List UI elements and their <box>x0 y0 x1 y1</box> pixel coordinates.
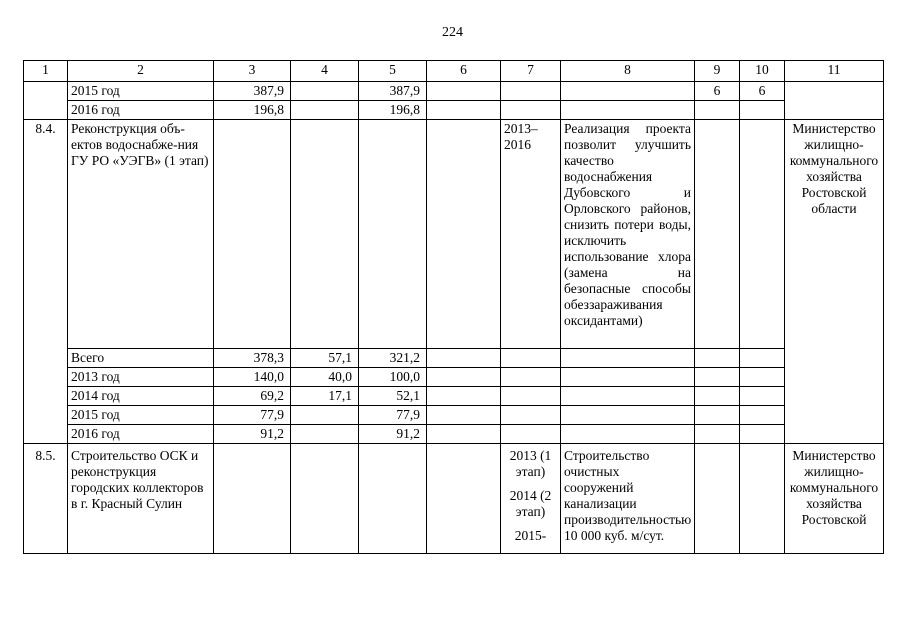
item-period: 2013–2016 <box>501 120 561 349</box>
empty-cell <box>501 425 561 444</box>
empty-cell <box>561 425 695 444</box>
year-label: Всего <box>68 349 214 368</box>
col-header: 3 <box>214 61 291 82</box>
item-result: Реализация проекта позволит улучшить качество водоснабжения Дубовского и Орловского районов, снизить потери воды, исключить использование хлора (замена на безопасные способы обеззараживания оксидантами) <box>561 120 695 349</box>
empty-cell <box>501 101 561 120</box>
empty-cell <box>427 349 501 368</box>
item-title: Реконструкция объ-ектов водоснабже-ния ГУ РО «УЭГВ» (1 этап) <box>68 120 214 349</box>
value-cell: 321,2 <box>359 349 427 368</box>
empty-cell <box>695 425 740 444</box>
value-cell: 100,0 <box>359 368 427 387</box>
empty-cell <box>24 82 68 120</box>
empty-cell <box>427 82 501 101</box>
table-row <box>24 425 884 444</box>
empty-cell <box>427 368 501 387</box>
item-period: 2013 (1 этап) <box>509 448 552 479</box>
col-header: 9 <box>695 61 740 82</box>
empty-cell <box>695 349 740 368</box>
col-header: 2 <box>68 61 214 82</box>
value-cell: 57,1 <box>291 349 359 368</box>
empty-cell <box>214 444 291 554</box>
value-cell <box>291 425 359 444</box>
empty-cell <box>359 444 427 554</box>
value-cell: 77,9 <box>214 406 291 425</box>
value-cell: 6 <box>695 82 740 101</box>
empty-cell <box>740 406 785 425</box>
header-row <box>24 61 884 82</box>
empty-cell <box>740 444 785 554</box>
empty-cell <box>359 120 427 349</box>
table-row <box>24 101 884 120</box>
empty-cell <box>785 82 884 120</box>
page-number: 224 <box>442 25 463 40</box>
program-table <box>23 60 884 554</box>
col-header: 8 <box>561 61 695 82</box>
empty-cell <box>427 120 501 349</box>
empty-cell <box>291 120 359 349</box>
year-label: 2015 год <box>68 82 214 101</box>
value-cell <box>291 406 359 425</box>
year-label: 2016 год <box>68 425 214 444</box>
item-result: Строительство очистных сооружений канализации производительностью 10 000 куб. м/сут. <box>561 444 695 554</box>
col-header: 4 <box>291 61 359 82</box>
empty-cell <box>695 368 740 387</box>
item-responsible: Министерство жилищно-коммунального хозяйства Ростовской <box>785 444 884 554</box>
value-cell: 40,0 <box>291 368 359 387</box>
empty-cell <box>427 406 501 425</box>
item-responsible: Министерство жилищно-коммунального хозяйства Ростовской области <box>785 120 884 444</box>
empty-cell <box>740 368 785 387</box>
table-row <box>24 387 884 406</box>
col-header: 1 <box>24 61 68 82</box>
empty-cell <box>561 101 695 120</box>
table-row <box>24 406 884 425</box>
value-cell: 91,2 <box>214 425 291 444</box>
value-cell <box>740 101 785 120</box>
empty-cell <box>501 349 561 368</box>
col-header: 5 <box>359 61 427 82</box>
empty-cell <box>695 406 740 425</box>
table-row <box>24 368 884 387</box>
value-cell: 77,9 <box>359 406 427 425</box>
empty-cell <box>561 406 695 425</box>
table-row <box>24 444 884 554</box>
empty-cell <box>501 368 561 387</box>
value-cell: 378,3 <box>214 349 291 368</box>
empty-cell <box>695 444 740 554</box>
item-period: 2015- <box>514 528 547 543</box>
col-header: 10 <box>740 61 785 82</box>
year-label: 2016 год <box>68 101 214 120</box>
value-cell: 69,2 <box>214 387 291 406</box>
value-cell: 196,8 <box>214 101 291 120</box>
empty-cell <box>427 101 501 120</box>
value-cell: 387,9 <box>359 82 427 101</box>
empty-cell <box>695 120 740 349</box>
empty-cell <box>501 387 561 406</box>
empty-cell <box>291 444 359 554</box>
empty-cell <box>740 425 785 444</box>
item-number: 8.5. <box>24 444 68 554</box>
table-row <box>24 349 884 368</box>
year-label: 2013 год <box>68 368 214 387</box>
table-row <box>24 120 884 349</box>
empty-cell <box>501 406 561 425</box>
value-cell: 91,2 <box>359 425 427 444</box>
empty-cell <box>427 425 501 444</box>
year-label: 2015 год <box>68 406 214 425</box>
empty-cell <box>740 349 785 368</box>
empty-cell <box>695 387 740 406</box>
value-cell <box>291 101 359 120</box>
col-header: 11 <box>785 61 884 82</box>
value-cell: 387,9 <box>214 82 291 101</box>
empty-cell <box>561 368 695 387</box>
empty-cell <box>740 120 785 349</box>
value-cell: 140,0 <box>214 368 291 387</box>
value-cell <box>695 101 740 120</box>
value-cell: 17,1 <box>291 387 359 406</box>
empty-cell <box>561 387 695 406</box>
value-cell <box>291 82 359 101</box>
empty-cell <box>501 82 561 101</box>
col-header: 6 <box>427 61 501 82</box>
value-cell: 52,1 <box>359 387 427 406</box>
year-label: 2014 год <box>68 387 214 406</box>
empty-cell <box>740 387 785 406</box>
value-cell: 196,8 <box>359 101 427 120</box>
col-header: 7 <box>501 61 561 82</box>
table-row <box>24 82 884 101</box>
item-number: 8.4. <box>24 120 68 444</box>
item-title: Строительство ОСК и реконструкция городских коллекторов в г. Красный Сулин <box>68 444 214 554</box>
empty-cell <box>427 444 501 554</box>
empty-cell <box>561 82 695 101</box>
empty-cell <box>427 387 501 406</box>
empty-cell <box>561 349 695 368</box>
item-period: 2014 (2 этап) <box>509 488 552 519</box>
empty-cell <box>214 120 291 349</box>
item-periods <box>501 444 561 554</box>
value-cell: 6 <box>740 82 785 101</box>
